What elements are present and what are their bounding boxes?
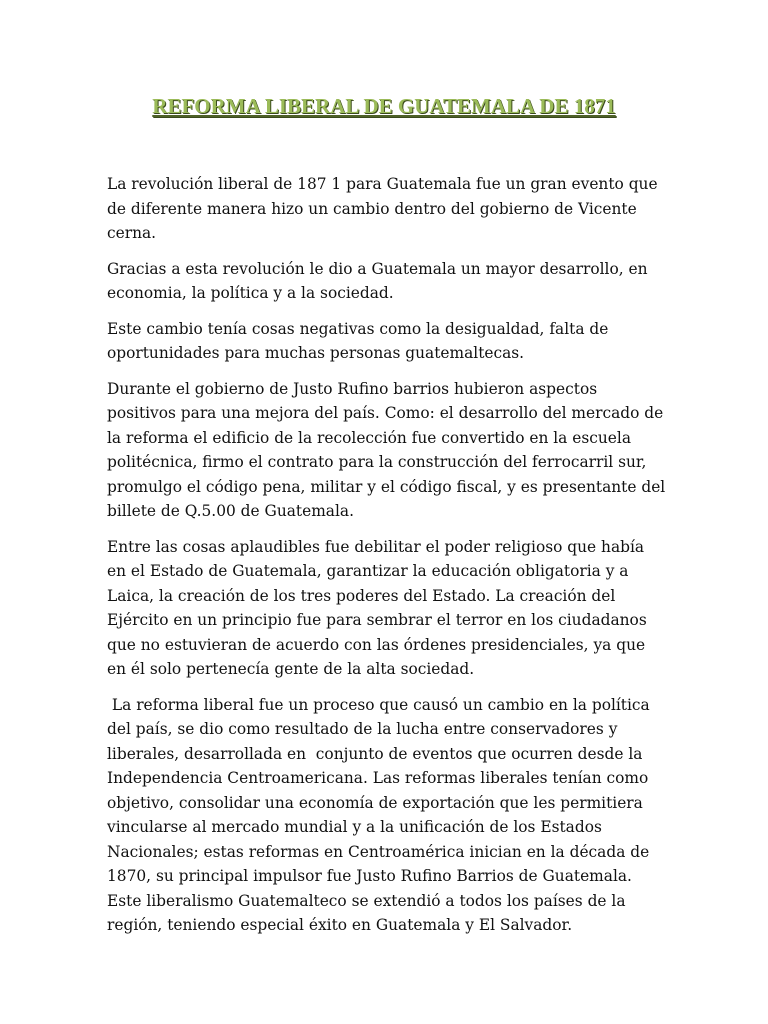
paragraph: Gracias a esta revolución le dio a Guatemala un mayor desarrollo, en economia, la política y a la sociedad. [107,259,648,302]
paragraph: Entre las cosas aplaudibles fue debilitar el poder religioso que había en el Estado de Guatemala, garantizar la educación obligatoria y a Laica, la creación de los tres poderes del Estado. La creación del Ejército en un principio fue para sembrar el terror en los ciudadanos que no estuvieran de acuerdo con las órdenes presidenciales, ya que en él solo pertenecía gente de la alta sociedad. [107,537,647,678]
document-title: REFORMA LIBERAL DE GUATEMALA DE 1871 [152,94,616,118]
paragraph: Este cambio tenía cosas negativas como la desigualdad, falta de oportunidades para muchas personas guatemaltecas. [107,319,609,362]
paragraph: La revolución liberal de 187 1 para Guatemala fue un gran evento que de diferente manera hizo un cambio dentro del gobierno de Vicente cerna. [107,175,658,242]
paragraph: Durante el gobierno de Justo Rufino barrios hubieron aspectos positivos para una mejora del país. Como: el desarrollo del mercado de la reforma el edificio de la recolección fue convertido en la escuela politécnica, firmo el contrato para la construcción del ferrocarril sur, promulgo el código pena, militar y el código fiscal, y es presentante del billete de Q.5.00 de Guatemala. [107,379,666,520]
document-body [107,172,667,949]
paragraph: La reforma liberal fue un proceso que causó un cambio en la política del país, se dio como resultado de la lucha entre conservadores y liberales, desarrollada en conjunto de eventos que ocurren desde la Independencia Centroamericana. Las reformas liberales tenían como objetivo, consolidar una economía de exportación que les permitiera vincularse al mercado mundial y a la unificación de los Estados Nacionales; estas reformas en Centroamérica inician en la década de 1870, su principal impulsor fue Justo Rufino Barrios de Guatemala. Este liberalismo Guatemalteco se extendió a todos los países de la región, teniendo especial éxito en Guatemala y El Salvador. [107,695,655,934]
